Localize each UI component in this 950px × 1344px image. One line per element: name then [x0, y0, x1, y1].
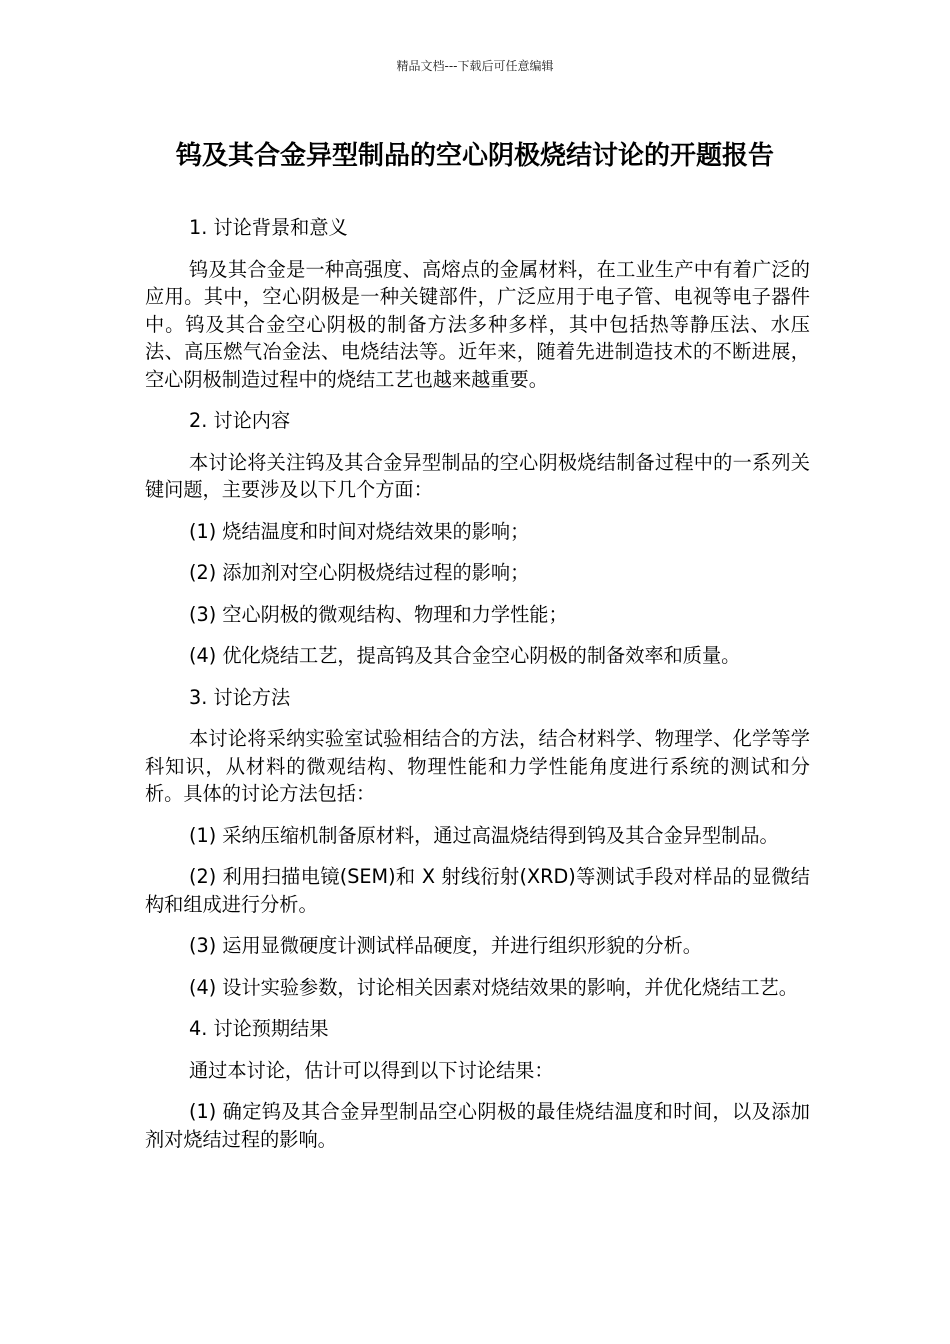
- section-heading: 2. 讨论内容: [189, 409, 291, 432]
- paragraph: 通过本讨论，估计可以得到以下讨论结果：: [189, 1058, 554, 1082]
- list-item: (1) 采纳压缩机制备原材料，通过高温烧结得到钨及其合金异型制品。: [189, 823, 779, 847]
- list-item: (4) 设计实验参数，讨论相关因素对烧结效果的影响，并优化烧结工艺。: [189, 975, 798, 999]
- document-title: 钨及其合金异型制品的空心阴极烧结讨论的开题报告: [175, 141, 774, 171]
- list-item: (2) 添加剂对空心阴极烧结过程的影响；: [189, 561, 530, 584]
- section-heading: 3. 讨论方法: [189, 685, 291, 709]
- list-item: (3) 空心阴极的微观结构、物理和力学性能；: [189, 602, 568, 626]
- section-heading: 1. 讨论背景和意义: [189, 216, 348, 239]
- paragraph: 钨及其合金是一种高强度、高熔点的金属材料，在工业生产中有着广泛的应用。其中，空心阴极是一种关键部件，广泛应用于电子管、电视等电子器件中。钨及其合金空心阴极的制备方法多种多样，其中包括热等静压法、水压法、高压燃气冶金法、电烧结法等。近年来，随着先进制造技术的不断进展，空心阴极制造过程中的烧结工艺也越来越重要。: [145, 257, 810, 391]
- document-body: [145, 214, 810, 1167]
- list-item: (4) 优化烧结工艺，提高钨及其合金空心阴极的制备效率和质量。: [189, 644, 741, 667]
- paragraph: 本讨论将关注钨及其合金异型制品的空心阴极烧结制备过程中的一系列关键问题，主要涉及以下几个方面：: [145, 450, 810, 501]
- list-item: (3) 运用显微硬度计测试样品硬度，并进行组织形貌的分析。: [189, 934, 702, 957]
- list-item: (1) 烧结温度和时间对烧结效果的影响；: [189, 519, 530, 543]
- header-note: 精品文档---下载后可任意编辑: [396, 59, 554, 73]
- list-item: (2) 利用扫描电镜(SEM)和 X 射线衍射(XRD)等测试手段对样品的显微结构和组成进行分析。: [145, 865, 810, 916]
- section-heading: 4. 讨论预期结果: [189, 1017, 329, 1040]
- paragraph: 本讨论将采纳实验室试验相结合的方法，结合材料学、物理学、化学等学科知识，从材料的微观结构、物理性能和力学性能角度进行系统的测试和分析。具体的讨论方法包括：: [145, 727, 810, 805]
- list-item: (1) 确定钨及其合金异型制品空心阴极的最佳烧结温度和时间，以及添加剂对烧结过程的影响。: [145, 1100, 810, 1151]
